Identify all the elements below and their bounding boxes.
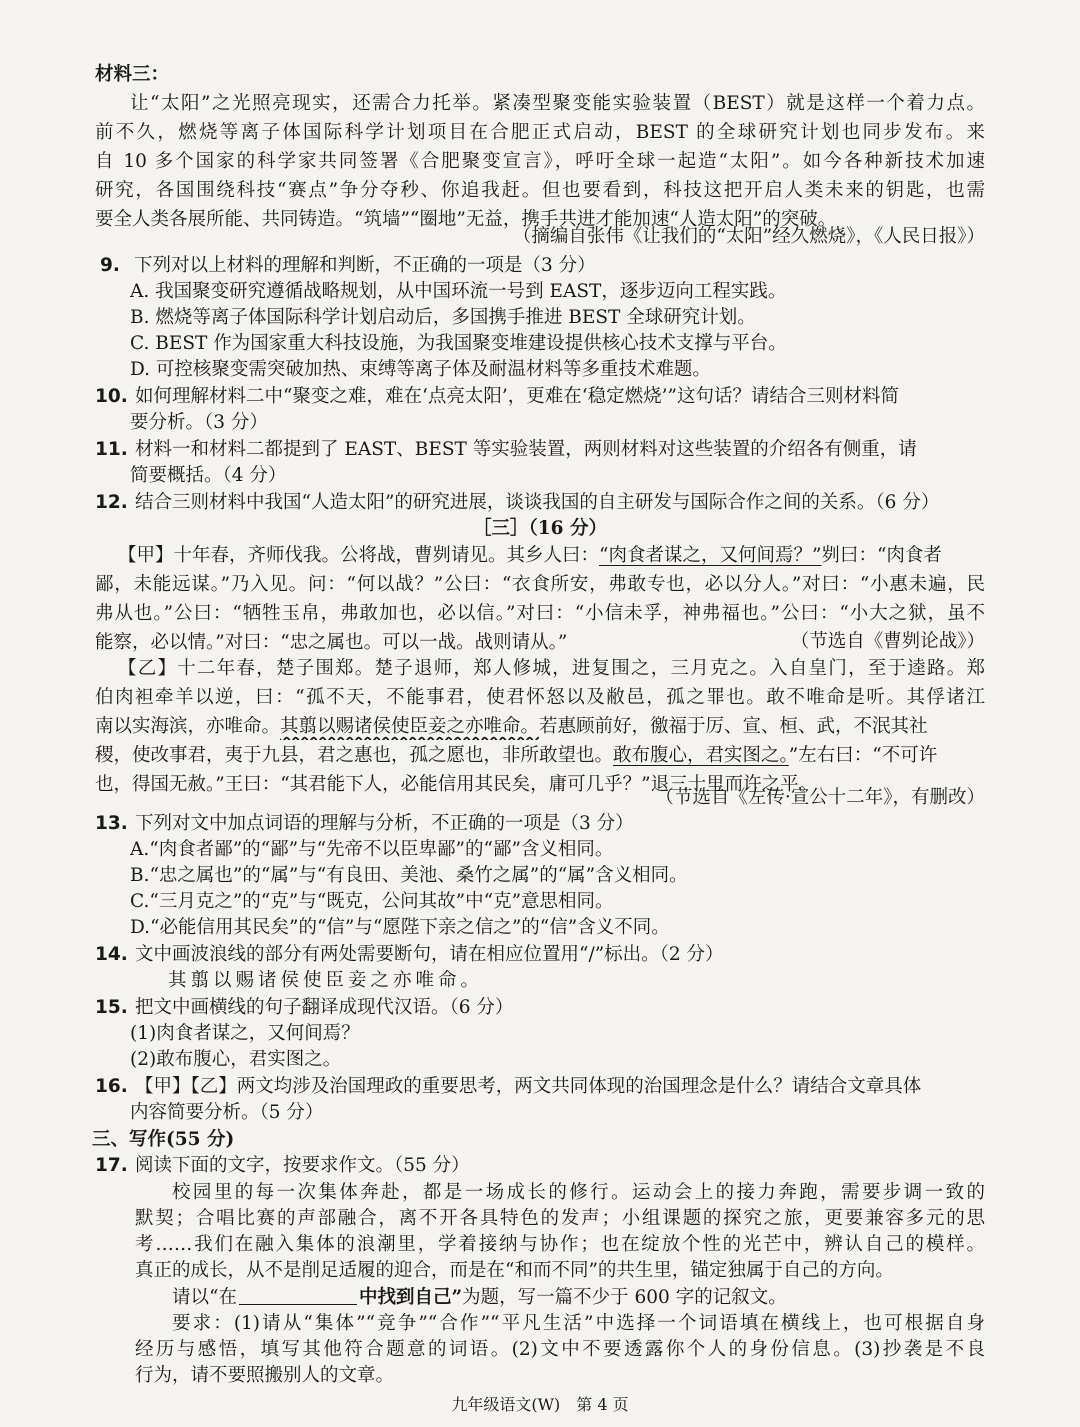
question-stem: 【甲】【乙】两文均涉及治国理政的重要思考，两文共同体现的治国理念是什么？请结合文章具体 <box>135 1076 922 1097</box>
material3-line: 让“太阳”之光照亮现实，还需合力托举。紧凑型聚变能实验装置（BEST）就是这样一个着力点。 <box>130 93 985 114</box>
question-stem: 如何理解材料二中“聚变之难，难在‘点亮太阳’，更难在‘稳定燃烧’”这句话？请结合三则材料简 <box>135 386 899 407</box>
question-number: 14. <box>95 944 128 965</box>
prompt-line: 真正的成长，从不是削足适履的迎合，而是在“和而不同”的共生里，锚定独属于自己的方向。 <box>135 1260 894 1281</box>
question-stem: 把文中画横线的句子翻译成现代汉语。（6 分） <box>135 997 514 1018</box>
option-d: D. 可控核聚变需突破加热、束缚等离子体及耐温材料等多重技术难题。 <box>130 359 711 380</box>
wavy-sentence: 其翦以赐诸侯使臣妾之亦唯命。 <box>280 716 540 737</box>
title-blank <box>239 1286 357 1305</box>
wavy-sentence-copy: 其翦以赐诸侯使臣妾之亦唯命。 <box>168 970 484 991</box>
question-14 <box>95 942 985 968</box>
passage-text: 稷，使改事君，夷于九县，君之惠也，孤之愿也，非所敢望也。 <box>95 745 614 766</box>
question-stem: 文中画波浪线的部分有两处需要断句，请在相应位置用“/”标出。（2 分） <box>135 944 724 965</box>
title-text: 请以“在 <box>172 1287 237 1308</box>
underlined-sentence: 敢布腹心，君实图之。 <box>613 745 789 766</box>
question-number: 10. <box>95 386 128 407</box>
option-c: C.“三月克之”的“克”与“既克，公问其故”中“克”意思相同。 <box>130 891 614 912</box>
question-10-cont: 要分析。（3 分） <box>130 412 268 433</box>
question-number: 9. <box>100 255 120 276</box>
question-16 <box>95 1074 985 1100</box>
requirement-line: 经历与感悟，填写其他符合题意的词语。(2)文中不要透露你个人的身份信息。(3)抄袭是不良 <box>135 1339 985 1360</box>
option-c: C. BEST 作为国家重大科技设施，为我国聚变堆建设提供核心技术支撑与平台。 <box>130 333 787 354</box>
passage-jia-line <box>118 543 973 569</box>
question-11-cont: 简要概括。（4 分） <box>130 465 287 486</box>
passage-jia-source-text: （节选自《曹刿论战》） <box>790 631 985 652</box>
question-13 <box>95 811 985 837</box>
option-a: A. 我国聚变研究遵循战略规划，从中国环流一号到 EAST，逐步迈向工程实践。 <box>130 281 787 302</box>
option-d: D.“必能信用其民矣”的“信”与“愿陛下亲之信之”的“信”含义不同。 <box>130 917 670 938</box>
material3-line: 要全人类各展所能、共同铸造。“筑墙”“圈地”无益，携手共进才能加速“人造太阳”的突破。 <box>95 209 837 230</box>
question-number: 12. <box>95 492 128 513</box>
option-a: A.“肉食者鄙”的“鄙”与“先帝不以臣卑鄙”的“鄙”含义相同。 <box>130 839 614 860</box>
prompt-line: 考……我们在融入集体的浪潮里，学着接纳与协作；也在绽放个性的光芒中，辨认自己的模样。 <box>135 1234 985 1255</box>
translate-item: (1)肉食者谋之，又何间焉？ <box>130 1023 360 1044</box>
passage-text: 南以实海滨，亦唯命。 <box>95 716 281 737</box>
section-title: ［三］（16 分） <box>473 518 607 539</box>
prompt-line: 默契；合唱比赛的声部融合，离不开各具特色的发声；小组课题的探究之旅，更要兼容多元的思 <box>135 1208 985 1229</box>
material3-heading: 材料三： <box>95 64 170 85</box>
writing-heading: 三、写作(55 分) <box>92 1129 235 1150</box>
material3-line: 研究，各国围绕科技“赛点”争分夺秒、你追我赶。但也要看到，科技这把开启人类未来的钥匙，也需 <box>95 180 985 201</box>
passage-text: 若惠顾前好，徼福于厉、宣、桓、武，不泯其社 <box>539 716 928 737</box>
question-stem: 下列对文中加点词语的理解与分析，不正确的一项是（3 分） <box>135 813 634 834</box>
question-16-cont: 内容简要分析。（5 分） <box>130 1102 324 1123</box>
passage-yi-line <box>95 743 985 769</box>
question-10 <box>95 384 985 410</box>
page-footer: 九年级语文(W) 第 4 页 <box>451 1395 629 1414</box>
requirement-line: 行为，请不要照搬别人的文章。 <box>135 1365 395 1386</box>
passage-text: ”左右曰：“不可许 <box>788 745 938 766</box>
question-stem: 材料一和材料二都提到了 EAST、BEST 等实验装置，两则材料对这些装置的介绍各有侧重，请 <box>135 439 917 460</box>
question-number: 11. <box>95 439 128 460</box>
underlined-sentence: “肉食者谋之，又何间焉？” <box>599 545 822 566</box>
passage-jia-line: 能察，必以情。”对曰：“忠之属也。可以一战。战则请从。” <box>95 632 568 653</box>
passage-yi-line: 【乙】十二年春，楚子围郑。楚子退师，郑人修城，进复围之，三月克之。入自皇门，至于逵路。郑 <box>118 658 985 679</box>
question-17 <box>95 1153 985 1179</box>
question-9 <box>100 253 990 279</box>
question-stem: 阅读下面的文字，按要求作文。（55 分） <box>135 1155 470 1176</box>
option-b: B.“忠之属也”的“属”与“有良田、美池、桑竹之属”的“属”含义相同。 <box>130 865 688 886</box>
question-stem: 结合三则材料中我国“人造太阳”的研究进展，谈谈我国的自主研发与国际合作之间的关系。（6 分） <box>135 492 940 513</box>
question-stem: 下列对以上材料的理解和判断，不正确的一项是（3 分） <box>134 255 596 276</box>
question-number: 15. <box>95 997 128 1018</box>
essay-title-line <box>172 1285 985 1311</box>
question-number: 17. <box>95 1155 128 1176</box>
question-12 <box>95 490 985 516</box>
passage-text: 【甲】十年春，齐师伐我。公将战，曹刿请见。其乡人曰： <box>118 545 600 566</box>
passage-yi-source: （节选自《左传·宣公十二年》，有删改） <box>655 787 985 808</box>
title-text: 中找到自己” <box>358 1287 463 1308</box>
question-15 <box>95 995 985 1021</box>
option-b: B. 燃烧等离子体国际科学计划启动后，多国携手推进 BEST 全球研究计划。 <box>130 307 756 328</box>
material3-line: 自 10 多个国家的科学家共同签署《合肥聚变宣言》，呼吁全球一起造“太阳”。如今各种新技术加速 <box>95 151 985 172</box>
material3-line: 前不久，燃烧等离子体国际科学计划项目在合肥正式启动，BEST 的全球研究计划也同步发布。来 <box>95 122 985 143</box>
requirement-line: 要求：(1)请从“集体”“竞争”“合作”“平凡生活”中选择一个词语填在横线上，也可根据自身 <box>172 1313 985 1334</box>
passage-yi-line: 伯肉袒牵羊以逆，曰：“孤不天，不能事君，使君怀怒以及敝邑，孤之罪也。敢不唯命是听。其俘诸江 <box>95 687 985 708</box>
passage-jia-line: 弗从也。”公曰：“牺牲玉帛，弗敢加也，必以信。”对曰：“小信未孚，神弗福也。”公曰：“小大之狱，虽不 <box>95 603 985 624</box>
prompt-line: 校园里的每一次集体奔赴，都是一场成长的修行。运动会上的接力奔跑，需要步调一致的 <box>172 1182 985 1203</box>
question-number: 13. <box>95 813 128 834</box>
translate-item: (2)敢布腹心，君实图之。 <box>130 1049 342 1070</box>
passage-yi-line: 也，得国无赦。”王曰：“其君能下人，必能信用其民矣，庸可几乎？”退三十里而许之平。 <box>95 774 818 795</box>
passage-yi-line <box>95 714 985 740</box>
question-11 <box>95 437 985 463</box>
title-text: 为题，写一篇不少于 600 字的记叙文。 <box>462 1287 787 1308</box>
passage-text: 刿曰：“肉食者 <box>821 545 942 566</box>
question-number: 16. <box>95 1076 128 1097</box>
material3-source: （摘编自张伟《让我们的“太阳”经久燃烧》，《人民日报》） <box>512 226 985 247</box>
passage-jia-line: 鄙，未能远谋。”乃入见。问：“何以战？”公曰：“衣食所安，弗敢专也，必以分人。”对曰：“小惠未遍，民 <box>95 574 985 595</box>
